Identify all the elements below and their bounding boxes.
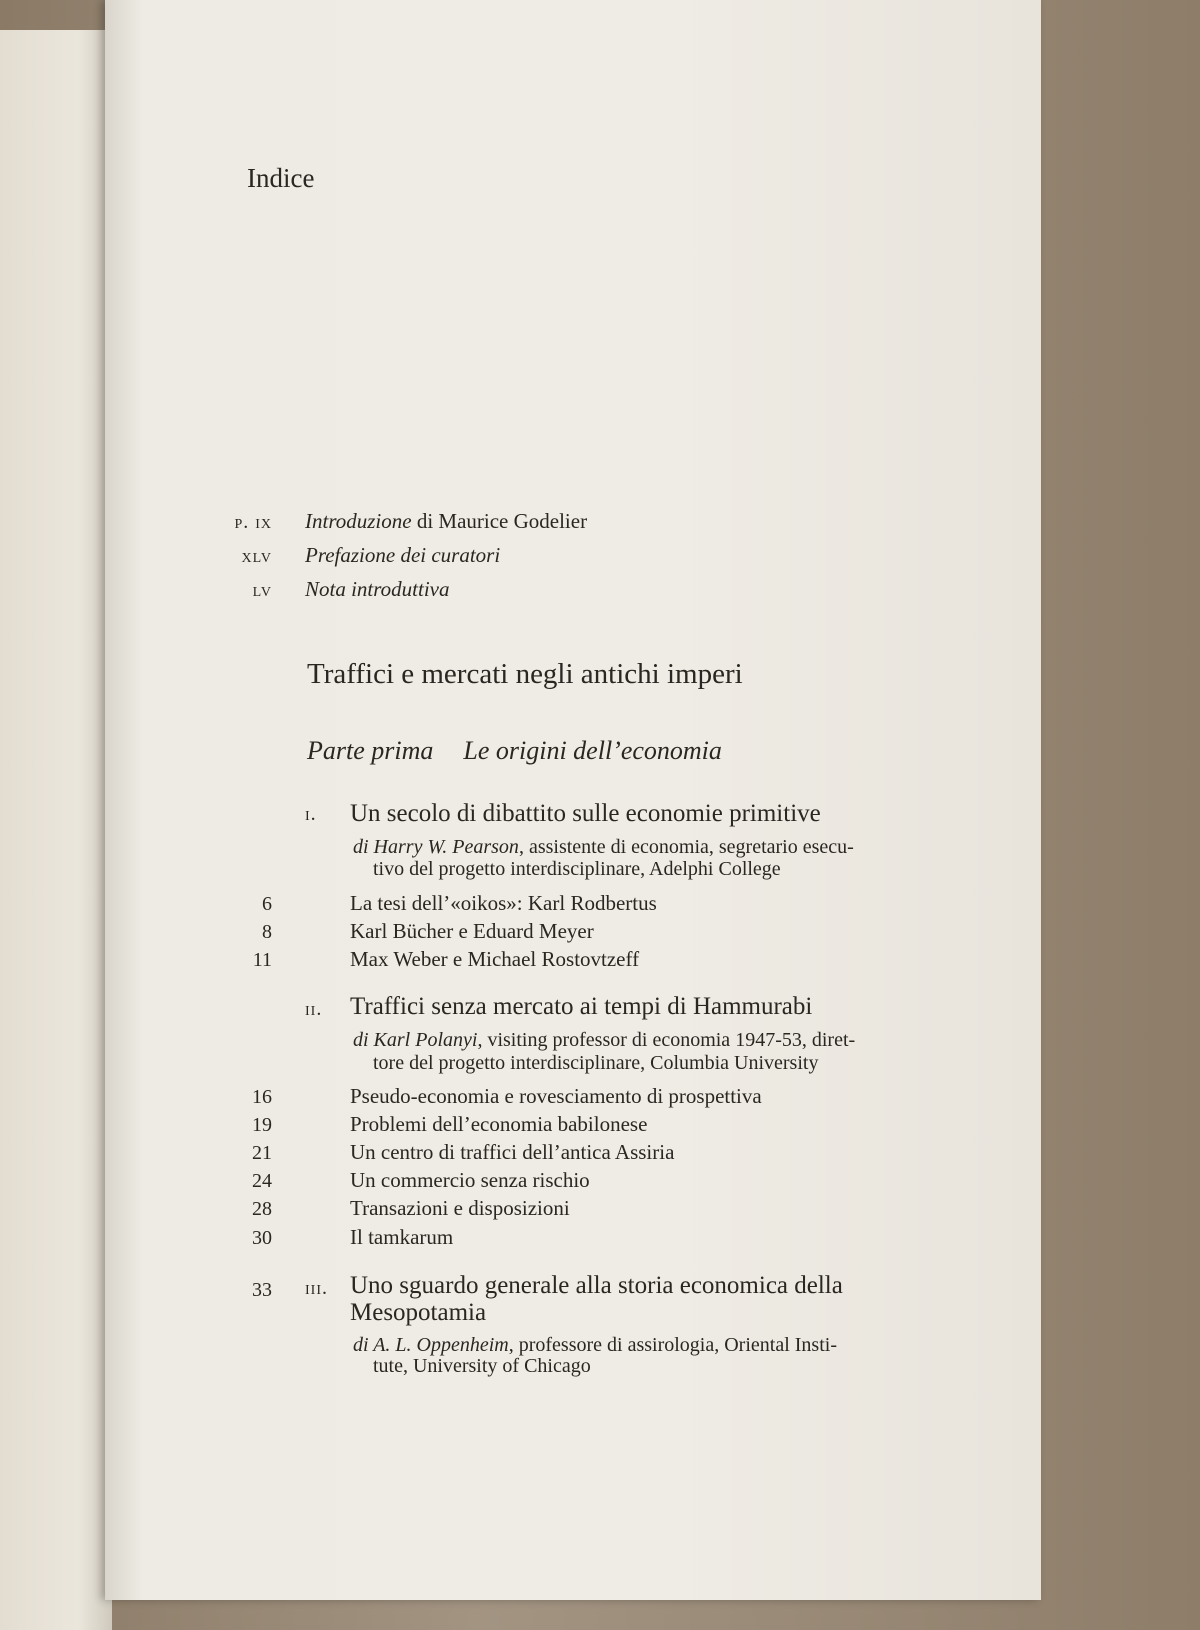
chapter-author: di Harry W. Pearson [353,836,519,858]
section-title: Problemi dell’economia babilonese [350,1112,648,1136]
page-number: 8 [262,921,272,943]
chapter-title-continued: Mesopotamia [350,1299,487,1326]
page-number: 19 [252,1114,272,1136]
chapter-title: Un secolo di dibattito sulle economie primitive [350,800,821,827]
chapter-author: di A. L. Oppenheim [353,1334,509,1356]
section-title: La tesi dell’«oikos»: Karl Rodbertus [350,891,657,915]
entry-title: Prefazione dei curatori [305,543,501,567]
section-title: Transazioni e disposizioni [350,1196,570,1220]
page-number: p. ix [234,511,272,533]
page-number: 16 [252,1086,272,1108]
index-heading: Indice [247,163,315,193]
page-number: 33 [252,1279,272,1301]
book-title: Traffici e mercati negli antichi imperi [307,658,743,690]
page-number: 24 [252,1170,272,1192]
author-description: tute, University of Chicago [373,1355,591,1377]
author-description: , professore di assirologia, Oriental Insti- [508,1334,837,1356]
section-title: Il tamkarum [350,1225,454,1249]
page-number: 30 [252,1227,272,1249]
section-title: Un commercio senza rischio [350,1168,590,1192]
page-number: lv [252,579,272,601]
chapter-title: Uno sguardo generale alla storia economica della [350,1272,843,1299]
part-title: Le origini dell’economia [463,736,722,765]
chapter-roman: i. [305,803,317,825]
chapter-title: Traffici senza mercato ai tempi di Hammurabi [350,993,813,1020]
entry-title: Nota introduttiva [305,577,450,601]
author-description: tore del progetto interdisciplinare, Columbia University [373,1052,819,1074]
page-number: xlv [241,545,272,567]
page-number: 6 [262,893,272,915]
chapter-author: di Karl Polanyi [353,1029,478,1051]
part-label: Parte prima [307,736,434,765]
section-title: Pseudo-economia e rovesciamento di prospettiva [350,1084,762,1108]
left-page-edge [0,30,112,1630]
page-number: 21 [252,1142,272,1164]
section-title: Un centro di traffici dell’antica Assiria [350,1140,675,1164]
section-title: Max Weber e Michael Rostovtzeff [350,947,640,971]
entry-title: Introduzione [305,509,412,533]
entry-author: di Maurice Godelier [411,509,588,533]
chapter-roman: ii. [305,998,323,1020]
section-title: Karl Bücher e Eduard Meyer [350,919,594,943]
chapter-roman: iii. [305,1277,328,1299]
author-description: , assistente di economia, segretario esecu- [518,836,854,858]
author-description: , visiting professor di economia 1947-53, diret- [477,1029,856,1051]
page-number: 28 [252,1198,272,1220]
part-heading [307,736,722,766]
author-description: tivo del progetto interdisciplinare, Adelphi College [373,858,781,880]
page-number: 11 [252,949,272,971]
